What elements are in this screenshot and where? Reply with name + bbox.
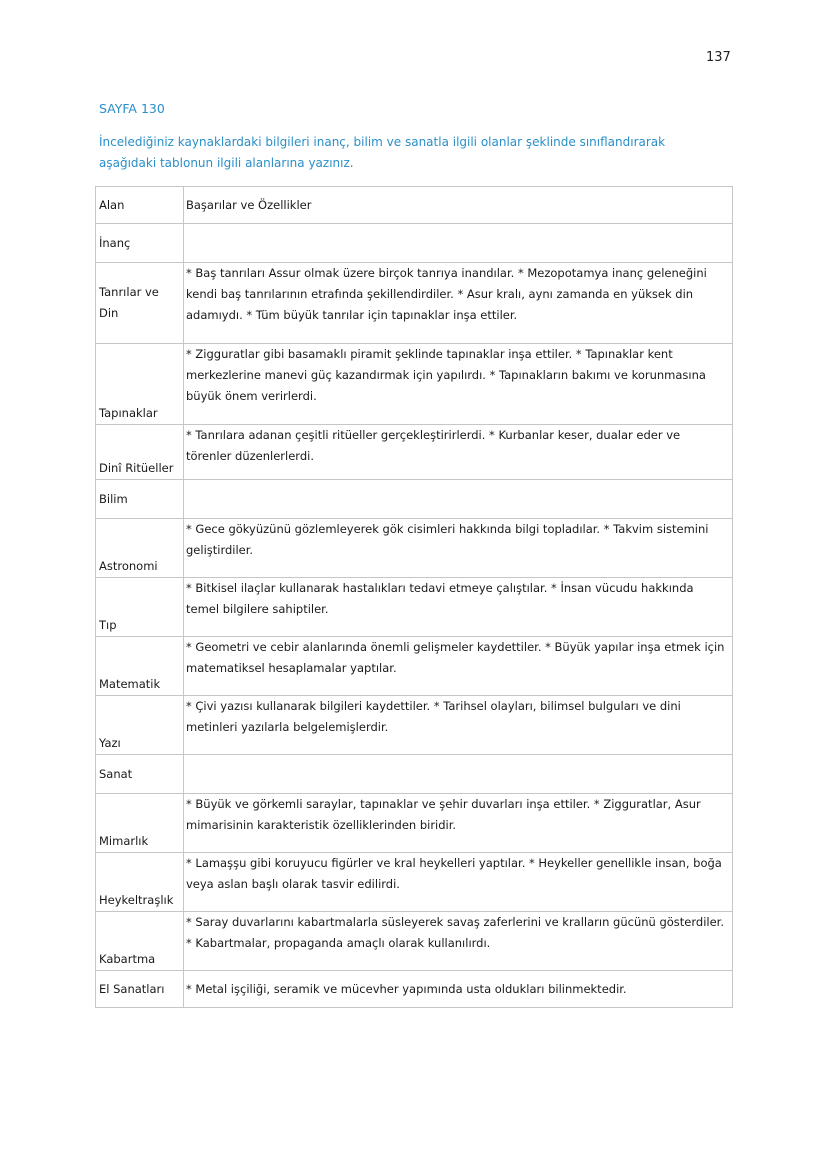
table-row xyxy=(96,425,733,480)
table-row xyxy=(96,637,733,696)
instructions-text: İncelediğiniz kaynaklardaki bilgileri inanç, bilim ve sanatla ilgili olanlar şeklinde sınıflandırarak aşağıdaki tablonun ilgili alanlarına yazınız. xyxy=(99,135,666,170)
table-row xyxy=(96,755,733,794)
row-area: Matematik xyxy=(96,637,184,696)
row-desc: * Geometri ve cebir alanlarında önemli gelişmeler kaydettiler. * Büyük yapılar inşa etmek için matematiksel hesaplamalar yaptılar. xyxy=(184,637,733,696)
row-area: İnanç xyxy=(96,224,184,263)
classification-table xyxy=(95,186,733,1008)
row-desc: * Tanrılara adanan çeşitli ritüeller gerçekleştirirlerdi. * Kurbanlar keser, dualar eder ve törenler düzenlerlerdi. xyxy=(184,425,733,480)
row-area: Kabartma xyxy=(96,912,184,971)
row-area: Yazı xyxy=(96,696,184,755)
row-area: Bilim xyxy=(96,480,184,519)
row-area: El Sanatları xyxy=(96,971,184,1008)
row-desc: * Metal işçiliği, seramik ve mücevher yapımında usta oldukları bilinmektedir. xyxy=(184,971,733,1008)
row-desc xyxy=(184,224,733,263)
table-row xyxy=(96,912,733,971)
table-row xyxy=(96,344,733,425)
row-desc xyxy=(184,755,733,794)
table-row xyxy=(96,519,733,578)
table-row xyxy=(96,853,733,912)
row-area: Mimarlık xyxy=(96,794,184,853)
table-row xyxy=(96,971,733,1008)
row-desc: * Gece gökyüzünü gözlemleyerek gök cisimleri hakkında bilgi topladılar. * Takvim sistemini geliştirdiler. xyxy=(184,519,733,578)
row-desc: * Lamaşşu gibi koruyucu figürler ve kral heykelleri yaptılar. * Heykeller genellikle insan, boğa veya aslan başlı olarak tasvir edilirdi. xyxy=(184,853,733,912)
row-area: Heykeltraşlık xyxy=(96,853,184,912)
row-desc: * Baş tanrıları Assur olmak üzere birçok tanrıya inandılar. * Mezopotamya inanç geleneğini kendi baş tanrılarının etrafında şekillendirdiler. * Asur kralı, aynı zamanda en yüksek din adamıydı. * Tüm büyük tanrılar için tapınaklar inşa ettiler. xyxy=(184,263,733,344)
header-desc: Başarılar ve Özellikler xyxy=(184,187,733,224)
table-row xyxy=(96,696,733,755)
section-title: SAYFA 130 xyxy=(99,101,165,116)
row-desc: * Zigguratlar gibi basamaklı piramit şeklinde tapınaklar inşa ettiler. * Tapınaklar kent merkezlerine manevi güç kazandırmak için yapılırdı. * Tapınakların bakımı ve korunmasına büyük önem verirlerdi. xyxy=(184,344,733,425)
header-area: Alan xyxy=(96,187,184,224)
table-row xyxy=(96,794,733,853)
table-row xyxy=(96,578,733,637)
row-desc xyxy=(184,480,733,519)
page-number: 137 xyxy=(706,50,731,65)
row-desc: * Çivi yazısı kullanarak bilgileri kaydettiler. * Tarihsel olayları, bilimsel bulguları ve dini metinleri yazılarla belgelemişlerdir. xyxy=(184,696,733,755)
row-area: Sanat xyxy=(96,755,184,794)
table-row xyxy=(96,480,733,519)
row-area: Tıp xyxy=(96,578,184,637)
table-row xyxy=(96,263,733,344)
table-row xyxy=(96,224,733,263)
row-area: Dinî Ritüeller xyxy=(96,425,184,480)
row-area: Astronomi xyxy=(96,519,184,578)
row-desc: * Saray duvarlarını kabartmalarla süsleyerek savaş zaferlerini ve kralların gücünü gösterdiler. * Kabartmalar, propaganda amaçlı olarak kullanılırdı. xyxy=(184,912,733,971)
row-area: Tapınaklar xyxy=(96,344,184,425)
row-area: Tanrılar ve Din xyxy=(96,263,184,344)
table-header-row xyxy=(96,187,733,224)
row-desc: * Büyük ve görkemli saraylar, tapınaklar ve şehir duvarları inşa ettiler. * Zigguratlar, Asur mimarisinin karakteristik özelliklerinden biridir. xyxy=(184,794,733,853)
row-desc: * Bitkisel ilaçlar kullanarak hastalıkları tedavi etmeye çalıştılar. * İnsan vücudu hakkında temel bilgilere sahiptiler. xyxy=(184,578,733,637)
